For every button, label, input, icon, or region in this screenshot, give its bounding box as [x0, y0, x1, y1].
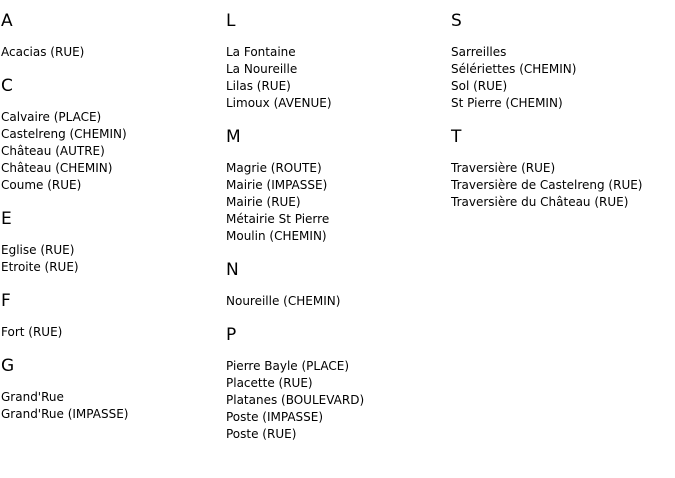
street-name: Mairie (RUE) — [226, 195, 301, 209]
letter-heading: F — [1, 291, 11, 311]
street-name: Sol (RUE) — [451, 79, 508, 93]
street-list — [1, 242, 226, 276]
letter-group — [226, 324, 451, 443]
street-name: Pierre Bayle (PLACE) — [226, 359, 350, 373]
letter-group — [226, 126, 451, 245]
letter-group — [1, 10, 226, 61]
street-list — [451, 44, 675, 112]
street-name: Métairie St Pierre — [226, 212, 330, 226]
street-name: Magrie (ROUTE) — [226, 161, 322, 175]
letter-heading: A — [1, 11, 13, 31]
letter-heading: L — [226, 11, 236, 31]
street-name: St Pierre (CHEMIN) — [451, 96, 563, 110]
letter-group — [1, 208, 226, 276]
street-name: Mairie (IMPASSE) — [226, 178, 328, 192]
street-name: Limoux (AVENUE) — [226, 96, 332, 110]
letter-heading: M — [226, 127, 241, 147]
letter-group — [451, 10, 675, 112]
street-list — [226, 358, 451, 443]
street-name: Etroite (RUE) — [1, 260, 79, 274]
street-list — [1, 324, 226, 341]
street-name: Coume (RUE) — [1, 178, 82, 192]
street-name: Sélériettes (CHEMIN) — [451, 62, 577, 76]
street-name: Château (AUTRE) — [1, 144, 105, 158]
street-name: La Fontaine — [226, 45, 296, 59]
street-list — [226, 44, 451, 112]
street-name: Grand'Rue (IMPASSE) — [1, 407, 129, 421]
street-index-column-1 — [1, 10, 226, 437]
street-name: Traversière de Castelreng (RUE) — [451, 178, 643, 192]
street-list — [226, 293, 451, 310]
street-index-column-3 — [451, 10, 675, 225]
letter-heading: P — [226, 325, 237, 345]
letter-group — [451, 126, 675, 211]
letter-group — [1, 75, 226, 194]
street-name: Château (CHEMIN) — [1, 161, 113, 175]
street-name: Noureille (CHEMIN) — [226, 294, 341, 308]
street-name: Calvaire (PLACE) — [1, 110, 102, 124]
letter-group — [1, 355, 226, 423]
street-name: Grand'Rue — [1, 390, 64, 404]
street-list — [226, 160, 451, 245]
letter-heading: S — [451, 11, 462, 31]
street-name: La Noureille — [226, 62, 298, 76]
street-list — [451, 160, 675, 211]
letter-heading: T — [451, 127, 462, 147]
street-index-column-2 — [226, 10, 451, 457]
street-name: Placette (RUE) — [226, 376, 313, 390]
letter-heading: N — [226, 260, 239, 280]
letter-heading: E — [1, 209, 12, 229]
street-list — [1, 109, 226, 194]
street-name: Traversière (RUE) — [451, 161, 556, 175]
street-name: Traversière du Château (RUE) — [451, 195, 629, 209]
letter-group — [1, 290, 226, 341]
street-name: Castelreng (CHEMIN) — [1, 127, 127, 141]
street-list — [1, 44, 226, 61]
street-name: Moulin (CHEMIN) — [226, 229, 327, 243]
letter-group — [226, 259, 451, 310]
street-name: Poste (RUE) — [226, 427, 297, 441]
letter-group — [226, 10, 451, 112]
street-name: Sarreilles — [451, 45, 507, 59]
street-list — [1, 389, 226, 423]
street-name: Acacias (RUE) — [1, 45, 85, 59]
street-name: Lilas (RUE) — [226, 79, 291, 93]
street-name: Platanes (BOULEVARD) — [226, 393, 365, 407]
letter-heading: C — [1, 76, 13, 96]
letter-heading: G — [1, 356, 15, 376]
street-name: Fort (RUE) — [1, 325, 63, 339]
street-name: Poste (IMPASSE) — [226, 410, 324, 424]
street-name: Eglise (RUE) — [1, 243, 75, 257]
